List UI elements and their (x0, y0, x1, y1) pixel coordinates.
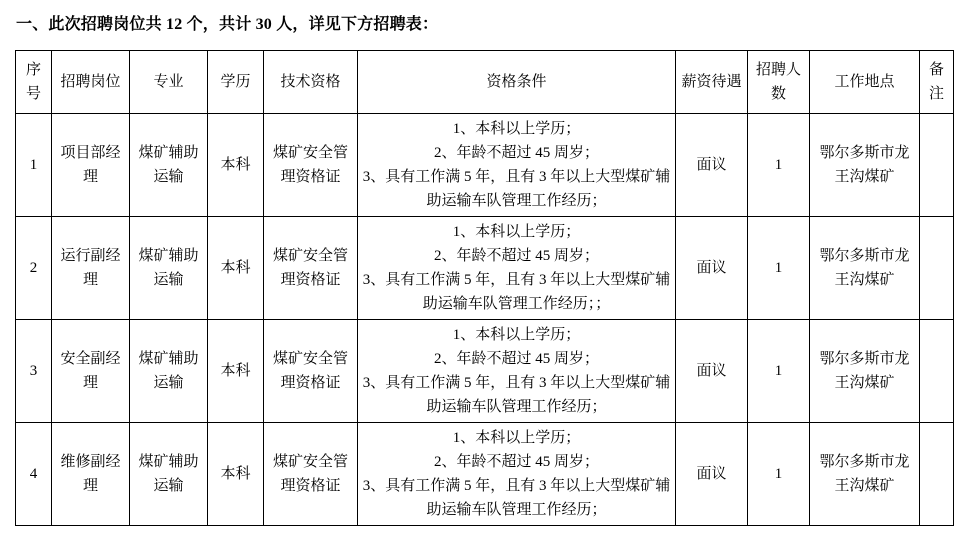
header-location: 工作地点 (810, 51, 920, 114)
cell-remark (920, 320, 954, 423)
cell-seq: 2 (16, 217, 52, 320)
cell-count: 1 (748, 423, 810, 526)
header-major: 专业 (130, 51, 208, 114)
cell-certificate: 煤矿安全管理资格证 (264, 320, 358, 423)
cell-education: 本科 (208, 217, 264, 320)
requirement-line: 1、本科以上学历； (452, 430, 581, 446)
header-education: 学历 (208, 51, 264, 114)
cell-education: 本科 (208, 114, 264, 217)
cell-seq: 1 (16, 114, 52, 217)
requirement-line: 2、年龄不超过 45 周岁； (433, 454, 599, 470)
cell-major: 煤矿辅助运输 (130, 217, 208, 320)
cell-location: 鄂尔多斯市龙王沟煤矿 (810, 114, 920, 217)
cell-location: 鄂尔多斯市龙王沟煤矿 (810, 217, 920, 320)
cell-requirements (358, 114, 676, 217)
recruitment-table (15, 50, 954, 526)
cell-requirements (358, 217, 676, 320)
cell-post: 安全副经理 (52, 320, 130, 423)
requirement-line: 3、具有工作满 5 年，且有 3 年以上大型煤矿辅助运输车队管理工作经历； (362, 375, 671, 415)
cell-salary: 面议 (676, 423, 748, 526)
cell-requirements (358, 320, 676, 423)
table-row (16, 114, 954, 217)
cell-major: 煤矿辅助运输 (130, 423, 208, 526)
cell-location: 鄂尔多斯市龙王沟煤矿 (810, 423, 920, 526)
cell-post: 项目部经理 (52, 114, 130, 217)
table-row (16, 320, 954, 423)
cell-seq: 3 (16, 320, 52, 423)
requirement-line: 2、年龄不超过 45 周岁； (433, 351, 599, 367)
header-count: 招聘人数 (748, 51, 810, 114)
cell-remark (920, 217, 954, 320)
intro-paragraph: 一、此次招聘岗位共 12 个，共计 30 人，详见下方招聘表： (16, 16, 439, 33)
table-row (16, 423, 954, 526)
requirement-line: 2、年龄不超过 45 周岁； (433, 248, 599, 264)
cell-certificate: 煤矿安全管理资格证 (264, 423, 358, 526)
cell-post: 维修副经理 (52, 423, 130, 526)
header-requirements: 资格条件 (358, 51, 676, 114)
cell-location: 鄂尔多斯市龙王沟煤矿 (810, 320, 920, 423)
cell-education: 本科 (208, 423, 264, 526)
cell-seq: 4 (16, 423, 52, 526)
cell-remark (920, 423, 954, 526)
header-post: 招聘岗位 (52, 51, 130, 114)
requirement-line: 3、具有工作满 5 年，且有 3 年以上大型煤矿辅助运输车队管理工作经历； (362, 478, 671, 518)
header-remark: 备注 (920, 51, 954, 114)
cell-count: 1 (748, 217, 810, 320)
table-row (16, 217, 954, 320)
cell-education: 本科 (208, 320, 264, 423)
requirement-line: 1、本科以上学历； (452, 121, 581, 137)
cell-remark (920, 114, 954, 217)
table-header-row (16, 51, 954, 114)
requirement-line: 3、具有工作满 5 年，且有 3 年以上大型煤矿辅助运输车队管理工作经历；； (362, 272, 671, 312)
cell-count: 1 (748, 320, 810, 423)
cell-post: 运行副经理 (52, 217, 130, 320)
header-salary: 薪资待遇 (676, 51, 748, 114)
cell-salary: 面议 (676, 320, 748, 423)
header-certificate: 技术资格 (264, 51, 358, 114)
cell-major: 煤矿辅助运输 (130, 114, 208, 217)
requirement-line: 2、年龄不超过 45 周岁； (433, 145, 599, 161)
requirement-line: 3、具有工作满 5 年，且有 3 年以上大型煤矿辅助运输车队管理工作经历； (362, 169, 671, 209)
requirement-line: 1、本科以上学历； (452, 224, 581, 240)
cell-count: 1 (748, 114, 810, 217)
cell-certificate: 煤矿安全管理资格证 (264, 114, 358, 217)
requirement-line: 1、本科以上学历； (452, 327, 581, 343)
cell-salary: 面议 (676, 217, 748, 320)
cell-salary: 面议 (676, 114, 748, 217)
header-seq: 序号 (16, 51, 52, 114)
cell-requirements (358, 423, 676, 526)
cell-major: 煤矿辅助运输 (130, 320, 208, 423)
cell-certificate: 煤矿安全管理资格证 (264, 217, 358, 320)
